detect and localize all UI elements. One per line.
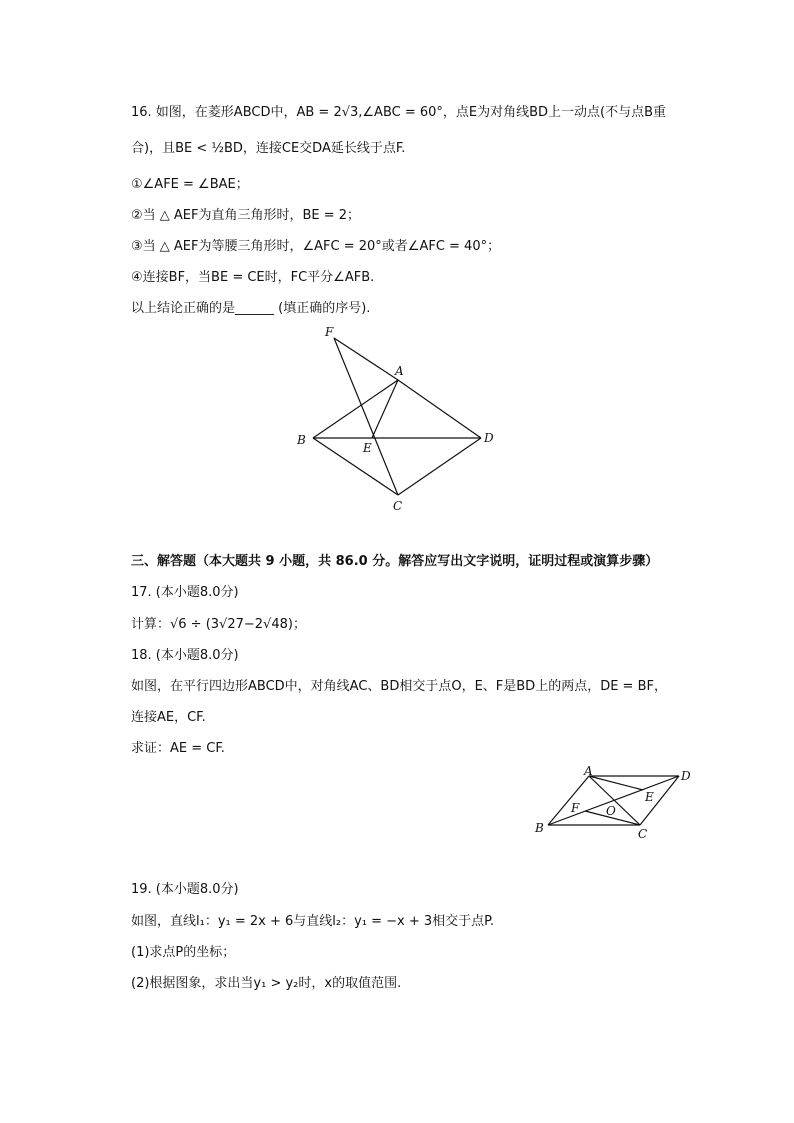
label-a: A bbox=[584, 764, 593, 778]
label-d: D bbox=[681, 769, 691, 783]
label-c: C bbox=[638, 827, 648, 841]
label-d: D bbox=[484, 431, 494, 445]
q16-option-2: ②当 △ AEF为直角三角形时，BE = 2； bbox=[131, 208, 361, 223]
edge-cb bbox=[313, 438, 398, 495]
extension-df bbox=[334, 338, 398, 380]
edge-ad bbox=[398, 380, 481, 438]
q19-part2: (2)根据图象，求出当y₁ > y₂时，x的取值范围. bbox=[131, 976, 402, 991]
q16-option-1: ①∠AFE = ∠BAE； bbox=[131, 177, 249, 192]
edge-dc bbox=[398, 438, 481, 495]
q16-question: 以上结论正确的是______ (填正确的序号). bbox=[131, 301, 371, 316]
label-b: B bbox=[297, 433, 306, 447]
label-b: B bbox=[535, 821, 544, 835]
label-o: O bbox=[606, 804, 616, 818]
rhombus-figure bbox=[290, 320, 510, 520]
label-f: F bbox=[325, 325, 334, 339]
q16-option-3: ③当 △ AEF为等腰三角形时，∠AFC = 20°或者∠AFC = 40°； bbox=[131, 239, 501, 254]
q18-line2: 连接AE，CF. bbox=[131, 710, 206, 725]
label-a: A bbox=[395, 364, 404, 378]
q18-line3: 求证：AE = CF. bbox=[131, 741, 225, 756]
q18-line1: 如图，在平行四边形ABCD中，对角线AC、BD相交于点O，E、F是BD上的两点，DE = BF， bbox=[131, 679, 667, 694]
q16-line1: 16. 如图，在菱形ABCD中，AB = 2√3,∠ABC = 60°，点E为对角线BD上一动点(不与点B重 bbox=[131, 105, 667, 120]
label-e: E bbox=[645, 790, 654, 804]
q17-heading: 17. (本小题8.0分) bbox=[131, 585, 239, 600]
q19-line1: 如图，直线l₁：y₁ = 2x + 6与直线l₂：y₁ = −x + 3相交于点P. bbox=[131, 914, 495, 929]
label-e: E bbox=[363, 441, 372, 455]
q16-option-4: ④连接BF，当BE = CE时，FC平分∠AFB. bbox=[131, 270, 375, 285]
q18-heading: 18. (本小题8.0分) bbox=[131, 648, 239, 663]
q16-line2: 合)，且BE < ½BD，连接CE交DA延长线于点F. bbox=[131, 141, 406, 156]
label-f: F bbox=[571, 801, 580, 815]
label-c: C bbox=[393, 499, 403, 513]
q19-heading: 19. (本小题8.0分) bbox=[131, 882, 239, 897]
section-three-heading: 三、解答题（本大题共 9 小题，共 86.0 分。解答应写出文字说明，证明过程或演算步骤） bbox=[131, 554, 659, 569]
q19-part1: (1)求点P的坐标； bbox=[131, 945, 236, 960]
parallelogram-figure bbox=[528, 760, 700, 842]
q17-body: 计算：√6 ÷ (3√27−2√48)； bbox=[131, 617, 306, 632]
